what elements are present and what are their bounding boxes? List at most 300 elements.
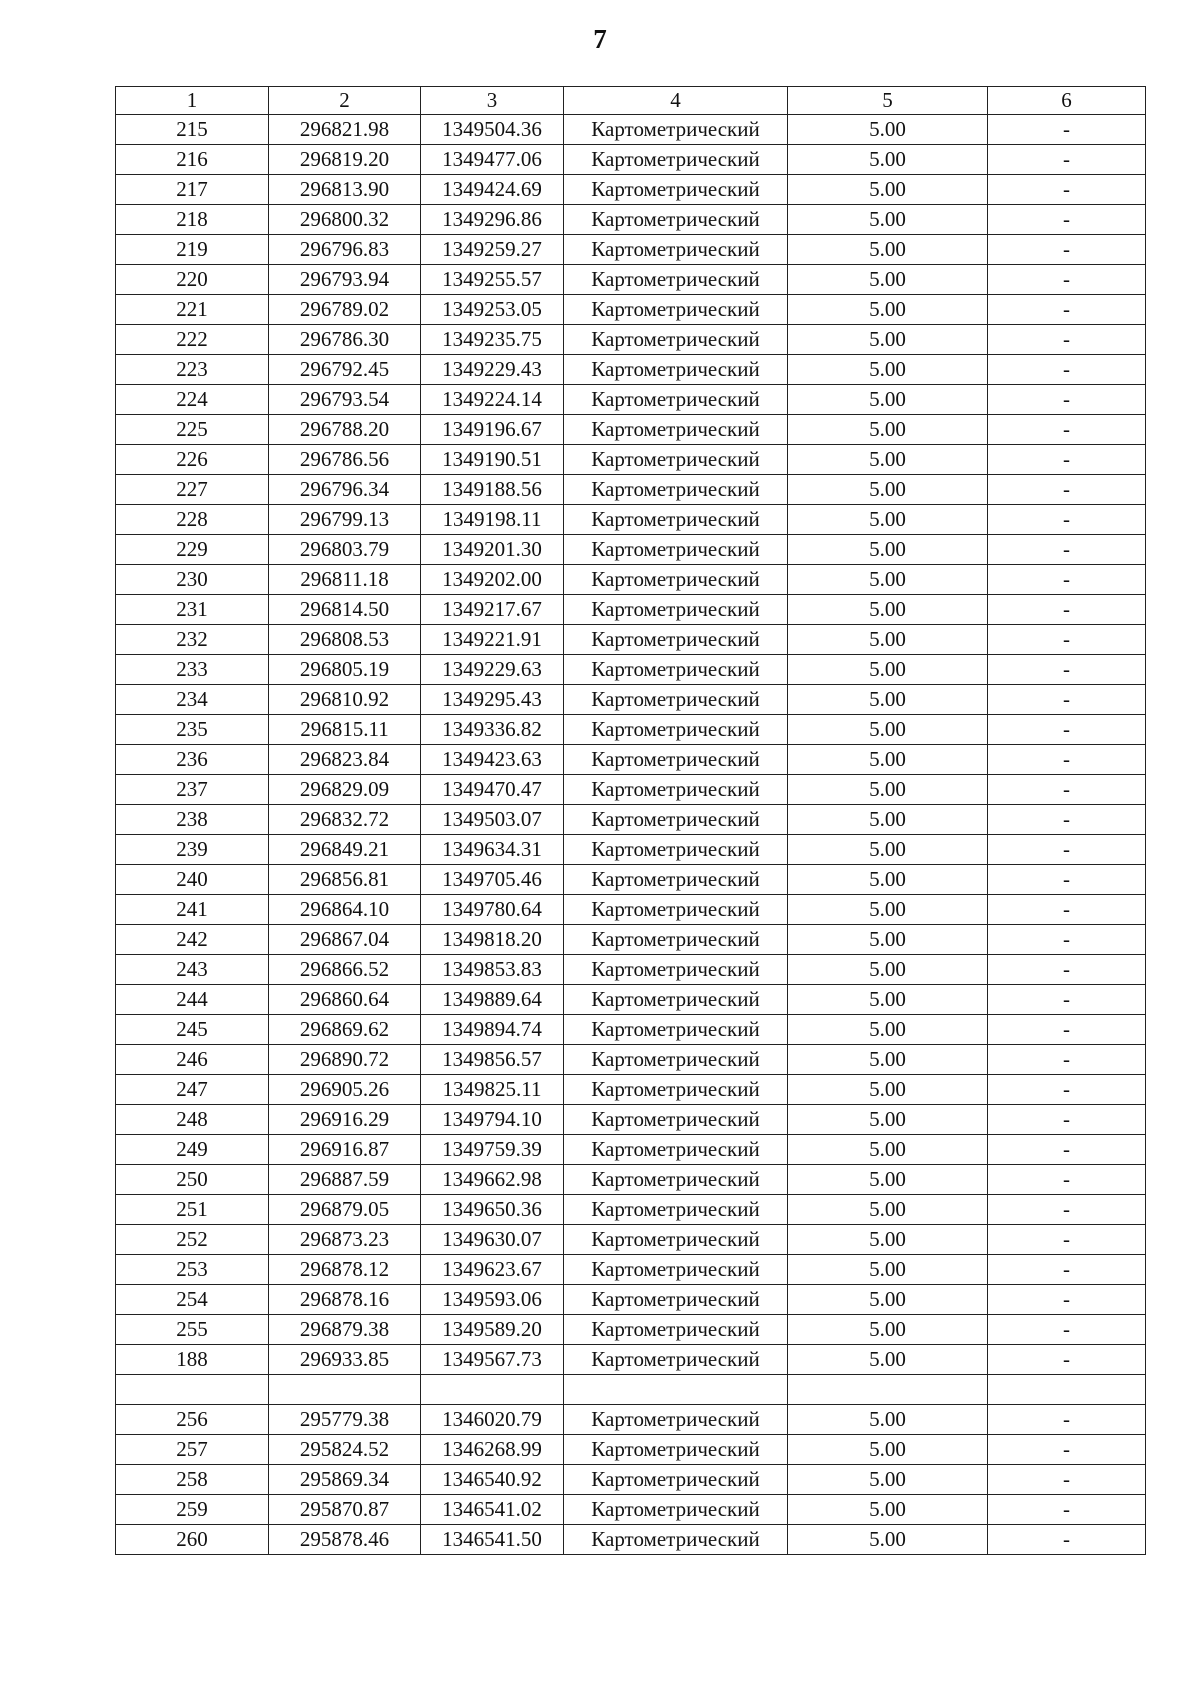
description-cell: - xyxy=(988,1165,1146,1195)
accuracy-cell: 5.00 xyxy=(788,865,988,895)
y-coordinate-cell: 1349889.64 xyxy=(421,985,564,1015)
x-coordinate-cell: 296879.38 xyxy=(269,1315,421,1345)
method-cell: Картометрический xyxy=(564,745,788,775)
point-number-cell: 216 xyxy=(116,145,269,175)
x-coordinate-cell: 296808.53 xyxy=(269,625,421,655)
table-row xyxy=(116,1495,1146,1525)
point-number-cell: 246 xyxy=(116,1045,269,1075)
accuracy-cell: 5.00 xyxy=(788,955,988,985)
y-coordinate-cell: 1349229.63 xyxy=(421,655,564,685)
table-row xyxy=(116,175,1146,205)
point-number-cell: 245 xyxy=(116,1015,269,1045)
y-coordinate-cell: 1349794.10 xyxy=(421,1105,564,1135)
accuracy-cell: 5.00 xyxy=(788,175,988,205)
method-cell: Картометрический xyxy=(564,1015,788,1045)
method-cell: Картометрический xyxy=(564,805,788,835)
method-cell: Картометрический xyxy=(564,1225,788,1255)
y-coordinate-cell: 1349190.51 xyxy=(421,445,564,475)
y-coordinate-cell: 1349198.11 xyxy=(421,505,564,535)
x-coordinate-cell: 296916.29 xyxy=(269,1105,421,1135)
y-coordinate-cell: 1349853.83 xyxy=(421,955,564,985)
point-number-cell: 188 xyxy=(116,1345,269,1375)
point-number-cell: 239 xyxy=(116,835,269,865)
x-coordinate-cell: 296860.64 xyxy=(269,985,421,1015)
method-cell: Картометрический xyxy=(564,445,788,475)
point-number-cell: 218 xyxy=(116,205,269,235)
description-cell: - xyxy=(988,145,1146,175)
y-coordinate-cell: 1349202.00 xyxy=(421,565,564,595)
accuracy-cell: 5.00 xyxy=(788,1015,988,1045)
description-cell: - xyxy=(988,505,1146,535)
accuracy-cell: 5.00 xyxy=(788,265,988,295)
x-coordinate-cell: 296821.98 xyxy=(269,115,421,145)
point-number-cell: 222 xyxy=(116,325,269,355)
y-coordinate-cell: 1349593.06 xyxy=(421,1285,564,1315)
method-cell: Картометрический xyxy=(564,505,788,535)
description-cell: - xyxy=(988,565,1146,595)
method-cell: Картометрический xyxy=(564,265,788,295)
accuracy-cell: 5.00 xyxy=(788,475,988,505)
table-row xyxy=(116,595,1146,625)
description-cell xyxy=(988,1375,1146,1405)
x-coordinate-cell: 296864.10 xyxy=(269,895,421,925)
x-coordinate-cell: 296800.32 xyxy=(269,205,421,235)
method-cell: Картометрический xyxy=(564,565,788,595)
y-coordinate-cell: 1346541.50 xyxy=(421,1525,564,1555)
method-cell: Картометрический xyxy=(564,355,788,385)
method-cell: Картометрический xyxy=(564,1255,788,1285)
method-cell: Картометрический xyxy=(564,1345,788,1375)
accuracy-cell: 5.00 xyxy=(788,1315,988,1345)
accuracy-cell: 5.00 xyxy=(788,1045,988,1075)
table-row xyxy=(116,205,1146,235)
description-cell: - xyxy=(988,835,1146,865)
table-row xyxy=(116,1465,1146,1495)
x-coordinate-cell: 296933.85 xyxy=(269,1345,421,1375)
accuracy-cell: 5.00 xyxy=(788,625,988,655)
accuracy-cell: 5.00 xyxy=(788,1345,988,1375)
accuracy-cell: 5.00 xyxy=(788,715,988,745)
accuracy-cell: 5.00 xyxy=(788,685,988,715)
method-cell: Картометрический xyxy=(564,1105,788,1135)
coordinates-table xyxy=(115,86,1146,1555)
description-cell: - xyxy=(988,205,1146,235)
table-header-row xyxy=(116,87,1146,115)
point-number-cell: 255 xyxy=(116,1315,269,1345)
method-cell: Картометрический xyxy=(564,175,788,205)
description-cell: - xyxy=(988,1105,1146,1135)
x-coordinate-cell: 296869.62 xyxy=(269,1015,421,1045)
description-cell: - xyxy=(988,1255,1146,1285)
description-cell: - xyxy=(988,865,1146,895)
y-coordinate-cell: 1349470.47 xyxy=(421,775,564,805)
accuracy-cell: 5.00 xyxy=(788,415,988,445)
y-coordinate-cell: 1349780.64 xyxy=(421,895,564,925)
table-row xyxy=(116,1435,1146,1465)
x-coordinate-cell: 296813.90 xyxy=(269,175,421,205)
accuracy-cell: 5.00 xyxy=(788,235,988,265)
point-number-cell: 247 xyxy=(116,1075,269,1105)
accuracy-cell: 5.00 xyxy=(788,295,988,325)
description-cell: - xyxy=(988,745,1146,775)
table-row xyxy=(116,1015,1146,1045)
description-cell: - xyxy=(988,1075,1146,1105)
x-coordinate-cell: 296815.11 xyxy=(269,715,421,745)
accuracy-cell: 5.00 xyxy=(788,835,988,865)
description-cell: - xyxy=(988,985,1146,1015)
accuracy-cell: 5.00 xyxy=(788,1225,988,1255)
accuracy-cell: 5.00 xyxy=(788,775,988,805)
x-coordinate-cell: 296878.16 xyxy=(269,1285,421,1315)
point-number-cell: 226 xyxy=(116,445,269,475)
accuracy-cell: 5.00 xyxy=(788,1135,988,1165)
y-coordinate-cell: 1349759.39 xyxy=(421,1135,564,1165)
y-coordinate-cell: 1346268.99 xyxy=(421,1435,564,1465)
point-number-cell: 225 xyxy=(116,415,269,445)
point-number-cell: 249 xyxy=(116,1135,269,1165)
point-number-cell: 232 xyxy=(116,625,269,655)
point-number-cell: 248 xyxy=(116,1105,269,1135)
method-cell: Картометрический xyxy=(564,145,788,175)
table-row xyxy=(116,955,1146,985)
table-row xyxy=(116,865,1146,895)
column-header: 4 xyxy=(564,87,788,115)
point-number-cell: 230 xyxy=(116,565,269,595)
description-cell: - xyxy=(988,1435,1146,1465)
method-cell: Картометрический xyxy=(564,415,788,445)
accuracy-cell: 5.00 xyxy=(788,595,988,625)
x-coordinate-cell: 296819.20 xyxy=(269,145,421,175)
x-coordinate-cell: 295878.46 xyxy=(269,1525,421,1555)
description-cell: - xyxy=(988,715,1146,745)
table-row xyxy=(116,1165,1146,1195)
y-coordinate-cell xyxy=(421,1375,564,1405)
table-row xyxy=(116,385,1146,415)
table-row xyxy=(116,805,1146,835)
point-number-cell: 235 xyxy=(116,715,269,745)
table-row xyxy=(116,475,1146,505)
accuracy-cell: 5.00 xyxy=(788,355,988,385)
x-coordinate-cell: 296890.72 xyxy=(269,1045,421,1075)
accuracy-cell: 5.00 xyxy=(788,1105,988,1135)
accuracy-cell: 5.00 xyxy=(788,1285,988,1315)
y-coordinate-cell: 1349224.14 xyxy=(421,385,564,415)
point-number-cell xyxy=(116,1375,269,1405)
method-cell: Картометрический xyxy=(564,1405,788,1435)
x-coordinate-cell: 296789.02 xyxy=(269,295,421,325)
y-coordinate-cell: 1349235.75 xyxy=(421,325,564,355)
table-row xyxy=(116,145,1146,175)
x-coordinate-cell: 296793.54 xyxy=(269,385,421,415)
y-coordinate-cell: 1349504.36 xyxy=(421,115,564,145)
description-cell: - xyxy=(988,595,1146,625)
x-coordinate-cell: 296856.81 xyxy=(269,865,421,895)
table-row xyxy=(116,745,1146,775)
x-coordinate-cell: 296867.04 xyxy=(269,925,421,955)
table-row xyxy=(116,1045,1146,1075)
table-row xyxy=(116,295,1146,325)
table-row xyxy=(116,325,1146,355)
x-coordinate-cell: 296805.19 xyxy=(269,655,421,685)
method-cell: Картометрический xyxy=(564,595,788,625)
point-number-cell: 227 xyxy=(116,475,269,505)
point-number-cell: 220 xyxy=(116,265,269,295)
x-coordinate-cell: 296905.26 xyxy=(269,1075,421,1105)
x-coordinate-cell: 296799.13 xyxy=(269,505,421,535)
accuracy-cell: 5.00 xyxy=(788,325,988,355)
description-cell: - xyxy=(988,1195,1146,1225)
method-cell: Картометрический xyxy=(564,535,788,565)
point-number-cell: 241 xyxy=(116,895,269,925)
x-coordinate-cell: 296832.72 xyxy=(269,805,421,835)
x-coordinate-cell: 296796.83 xyxy=(269,235,421,265)
method-cell: Картометрический xyxy=(564,295,788,325)
method-cell: Картометрический xyxy=(564,1315,788,1345)
description-cell: - xyxy=(988,175,1146,205)
table-row xyxy=(116,1135,1146,1165)
description-cell: - xyxy=(988,1345,1146,1375)
description-cell: - xyxy=(988,475,1146,505)
column-header: 5 xyxy=(788,87,988,115)
description-cell: - xyxy=(988,445,1146,475)
table-row xyxy=(116,625,1146,655)
x-coordinate-cell: 296887.59 xyxy=(269,1165,421,1195)
accuracy-cell: 5.00 xyxy=(788,1405,988,1435)
method-cell: Картометрический xyxy=(564,625,788,655)
method-cell: Картометрический xyxy=(564,1285,788,1315)
x-coordinate-cell: 296823.84 xyxy=(269,745,421,775)
y-coordinate-cell: 1349423.63 xyxy=(421,745,564,775)
x-coordinate-cell: 296796.34 xyxy=(269,475,421,505)
point-number-cell: 258 xyxy=(116,1465,269,1495)
table-row xyxy=(116,115,1146,145)
y-coordinate-cell: 1349662.98 xyxy=(421,1165,564,1195)
x-coordinate-cell: 296916.87 xyxy=(269,1135,421,1165)
method-cell: Картометрический xyxy=(564,925,788,955)
point-number-cell: 215 xyxy=(116,115,269,145)
table-body xyxy=(116,115,1146,1555)
x-coordinate-cell: 295869.34 xyxy=(269,1465,421,1495)
table-row xyxy=(116,1375,1146,1405)
y-coordinate-cell: 1349259.27 xyxy=(421,235,564,265)
table-row xyxy=(116,265,1146,295)
point-number-cell: 234 xyxy=(116,685,269,715)
y-coordinate-cell: 1346541.02 xyxy=(421,1495,564,1525)
x-coordinate-cell: 296792.45 xyxy=(269,355,421,385)
accuracy-cell: 5.00 xyxy=(788,565,988,595)
description-cell: - xyxy=(988,685,1146,715)
table-row xyxy=(116,235,1146,265)
accuracy-cell: 5.00 xyxy=(788,1435,988,1465)
method-cell: Картометрический xyxy=(564,775,788,805)
table-row xyxy=(116,685,1146,715)
table-row xyxy=(116,1105,1146,1135)
point-number-cell: 236 xyxy=(116,745,269,775)
x-coordinate-cell: 296814.50 xyxy=(269,595,421,625)
method-cell: Картометрический xyxy=(564,895,788,925)
x-coordinate-cell: 296866.52 xyxy=(269,955,421,985)
accuracy-cell: 5.00 xyxy=(788,655,988,685)
point-number-cell: 228 xyxy=(116,505,269,535)
description-cell: - xyxy=(988,805,1146,835)
description-cell: - xyxy=(988,925,1146,955)
y-coordinate-cell: 1349825.11 xyxy=(421,1075,564,1105)
point-number-cell: 260 xyxy=(116,1525,269,1555)
table-row xyxy=(116,1525,1146,1555)
description-cell: - xyxy=(988,1405,1146,1435)
y-coordinate-cell: 1349196.67 xyxy=(421,415,564,445)
method-cell: Картометрический xyxy=(564,1045,788,1075)
y-coordinate-cell: 1349630.07 xyxy=(421,1225,564,1255)
y-coordinate-cell: 1349477.06 xyxy=(421,145,564,175)
description-cell: - xyxy=(988,115,1146,145)
description-cell: - xyxy=(988,955,1146,985)
point-number-cell: 254 xyxy=(116,1285,269,1315)
accuracy-cell: 5.00 xyxy=(788,1195,988,1225)
x-coordinate-cell: 296879.05 xyxy=(269,1195,421,1225)
table-row xyxy=(116,925,1146,955)
y-coordinate-cell: 1349705.46 xyxy=(421,865,564,895)
accuracy-cell: 5.00 xyxy=(788,385,988,415)
method-cell: Картометрический xyxy=(564,1495,788,1525)
point-number-cell: 256 xyxy=(116,1405,269,1435)
description-cell: - xyxy=(988,385,1146,415)
description-cell: - xyxy=(988,1135,1146,1165)
method-cell: Картометрический xyxy=(564,1165,788,1195)
y-coordinate-cell: 1349255.57 xyxy=(421,265,564,295)
point-number-cell: 257 xyxy=(116,1435,269,1465)
description-cell: - xyxy=(988,355,1146,385)
accuracy-cell: 5.00 xyxy=(788,1525,988,1555)
table-row xyxy=(116,985,1146,1015)
method-cell: Картометрический xyxy=(564,985,788,1015)
table-row xyxy=(116,1285,1146,1315)
description-cell: - xyxy=(988,1495,1146,1525)
point-number-cell: 243 xyxy=(116,955,269,985)
accuracy-cell: 5.00 xyxy=(788,745,988,775)
accuracy-cell: 5.00 xyxy=(788,925,988,955)
x-coordinate-cell: 296849.21 xyxy=(269,835,421,865)
table-row xyxy=(116,1195,1146,1225)
accuracy-cell: 5.00 xyxy=(788,985,988,1015)
point-number-cell: 223 xyxy=(116,355,269,385)
y-coordinate-cell: 1349589.20 xyxy=(421,1315,564,1345)
y-coordinate-cell: 1349229.43 xyxy=(421,355,564,385)
y-coordinate-cell: 1349650.36 xyxy=(421,1195,564,1225)
table-row xyxy=(116,775,1146,805)
description-cell: - xyxy=(988,895,1146,925)
accuracy-cell: 5.00 xyxy=(788,115,988,145)
method-cell: Картометрический xyxy=(564,1465,788,1495)
point-number-cell: 253 xyxy=(116,1255,269,1285)
method-cell: Картометрический xyxy=(564,1525,788,1555)
point-number-cell: 221 xyxy=(116,295,269,325)
point-number-cell: 252 xyxy=(116,1225,269,1255)
accuracy-cell xyxy=(788,1375,988,1405)
table-row xyxy=(116,715,1146,745)
y-coordinate-cell: 1349253.05 xyxy=(421,295,564,325)
x-coordinate-cell: 295779.38 xyxy=(269,1405,421,1435)
accuracy-cell: 5.00 xyxy=(788,445,988,475)
method-cell: Картометрический xyxy=(564,1135,788,1165)
point-number-cell: 224 xyxy=(116,385,269,415)
point-number-cell: 217 xyxy=(116,175,269,205)
description-cell: - xyxy=(988,415,1146,445)
column-header: 6 xyxy=(988,87,1146,115)
point-number-cell: 229 xyxy=(116,535,269,565)
x-coordinate-cell: 296811.18 xyxy=(269,565,421,595)
accuracy-cell: 5.00 xyxy=(788,205,988,235)
y-coordinate-cell: 1349503.07 xyxy=(421,805,564,835)
point-number-cell: 237 xyxy=(116,775,269,805)
y-coordinate-cell: 1349336.82 xyxy=(421,715,564,745)
y-coordinate-cell: 1349295.43 xyxy=(421,685,564,715)
description-cell: - xyxy=(988,1285,1146,1315)
y-coordinate-cell: 1349201.30 xyxy=(421,535,564,565)
table-row xyxy=(116,565,1146,595)
point-number-cell: 238 xyxy=(116,805,269,835)
column-header: 3 xyxy=(421,87,564,115)
table-row xyxy=(116,1405,1146,1435)
method-cell: Картометрический xyxy=(564,865,788,895)
method-cell: Картометрический xyxy=(564,385,788,415)
description-cell: - xyxy=(988,295,1146,325)
method-cell: Картометрический xyxy=(564,325,788,355)
table-row xyxy=(116,835,1146,865)
method-cell: Картометрический xyxy=(564,475,788,505)
y-coordinate-cell: 1349217.67 xyxy=(421,595,564,625)
description-cell: - xyxy=(988,625,1146,655)
table-row xyxy=(116,355,1146,385)
method-cell xyxy=(564,1375,788,1405)
x-coordinate-cell: 295870.87 xyxy=(269,1495,421,1525)
accuracy-cell: 5.00 xyxy=(788,1075,988,1105)
point-number-cell: 251 xyxy=(116,1195,269,1225)
method-cell: Картометрический xyxy=(564,115,788,145)
x-coordinate-cell: 296878.12 xyxy=(269,1255,421,1285)
table-row xyxy=(116,445,1146,475)
accuracy-cell: 5.00 xyxy=(788,1255,988,1285)
y-coordinate-cell: 1349221.91 xyxy=(421,625,564,655)
accuracy-cell: 5.00 xyxy=(788,1495,988,1525)
description-cell: - xyxy=(988,1015,1146,1045)
point-number-cell: 219 xyxy=(116,235,269,265)
point-number-cell: 231 xyxy=(116,595,269,625)
description-cell: - xyxy=(988,535,1146,565)
table-row xyxy=(116,1225,1146,1255)
x-coordinate-cell: 296793.94 xyxy=(269,265,421,295)
method-cell: Картометрический xyxy=(564,235,788,265)
method-cell: Картометрический xyxy=(564,685,788,715)
x-coordinate-cell: 296803.79 xyxy=(269,535,421,565)
x-coordinate-cell: 295824.52 xyxy=(269,1435,421,1465)
point-number-cell: 250 xyxy=(116,1165,269,1195)
description-cell: - xyxy=(988,1315,1146,1345)
description-cell: - xyxy=(988,775,1146,805)
table-row xyxy=(116,505,1146,535)
point-number-cell: 233 xyxy=(116,655,269,685)
accuracy-cell: 5.00 xyxy=(788,805,988,835)
accuracy-cell: 5.00 xyxy=(788,895,988,925)
x-coordinate-cell: 296829.09 xyxy=(269,775,421,805)
point-number-cell: 240 xyxy=(116,865,269,895)
y-coordinate-cell: 1349296.86 xyxy=(421,205,564,235)
y-coordinate-cell: 1349623.67 xyxy=(421,1255,564,1285)
table-row xyxy=(116,535,1146,565)
page-number: 7 xyxy=(593,24,607,54)
x-coordinate-cell: 296786.30 xyxy=(269,325,421,355)
table-row xyxy=(116,415,1146,445)
